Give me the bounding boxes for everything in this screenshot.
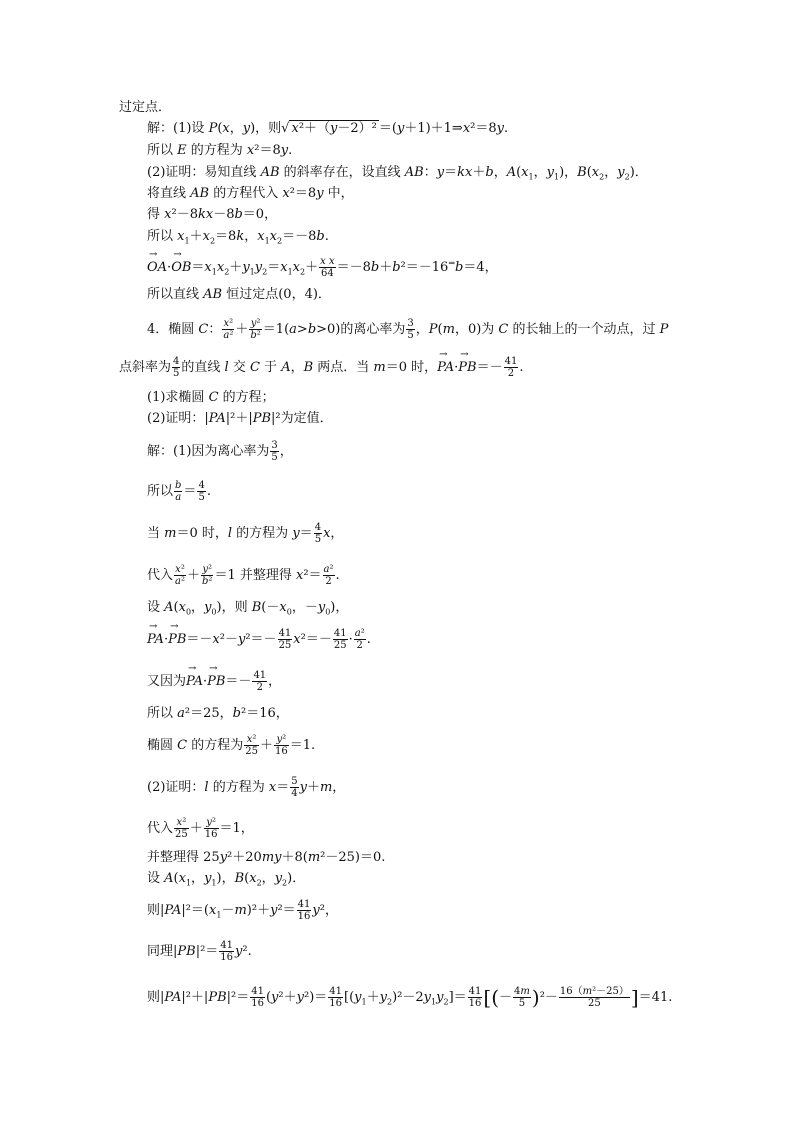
text-line-27: 则$|PA|^2=(x_1-m)^2+y^2=$ $\frac{41}{16}$ y²， bbox=[147, 899, 338, 922]
text-line-01: 过定点． bbox=[119, 100, 172, 115]
text-line-16: 当 m＝0 时，l 的方程为 y＝ $\frac{4}{5}$ x， bbox=[147, 522, 344, 545]
text-line-24: 代入 $\frac{\text{x²}}{25}$ ＋ $\frac{\text{y²}}{16}$ ＝1， bbox=[147, 817, 254, 840]
text-line-25: 并整理得 25y²＋20my＋8(m²－25)＝0. bbox=[147, 850, 386, 865]
text-line-29: 则|PA|²＋|PB|²＝ $\frac{41}{16}$ (y²＋y²)＝ $\frac{41}{16}$ $[(y_1+y_2)^2-2y_1y_2]=$ $\frac{41}{16}$ [(－ $\frac{4m}{5}$ )²－ $\frac{\text{16（m²－25）}}{25}$ ]＝41. bbox=[147, 985, 673, 1010]
text-line-14: 解：(1)因为离心率为 $\frac{3}{5}$ ， bbox=[147, 440, 293, 463]
text-line-07: 所以 $x_1+x_2=8k$，$x_1x_2=-8b$. bbox=[147, 229, 329, 246]
text-line-28: 同理|PB|²＝ $\frac{41}{16}$ y². bbox=[147, 940, 252, 963]
text-line-26: 设 $A(x_1$，$y_1$)，$B(x_2$，$y_2$)． bbox=[147, 871, 306, 888]
text-line-15: 所以 $\frac{b}{a}$ ＝ $\frac{4}{5}$ . bbox=[147, 480, 211, 503]
text-line-20: 又因为→ PA·→ PB＝－ $\frac{41}{2}$ ， bbox=[147, 670, 281, 693]
text-line-09: 所以直线 AB 恒过定点(0，4)． bbox=[147, 287, 331, 302]
text-line-08: → $OA\cdot\to OB=x_1x_2+y_1y_2=x_1x_2+$ $\frac{\text{x x}}{64}$ ＝－8b＋b²＝－16⇒b＝4， bbox=[147, 256, 498, 279]
text-line-23: (2)证明：l 的方程为 x＝ $\frac{5}{4}$ y＋m， bbox=[147, 776, 346, 799]
text-line-18: 设 $A(x_0$，$y_0$)，则 $B(-x_0$，$-y_0$)， bbox=[147, 600, 349, 617]
text-line-19: → PA·→ PB＝－x²－y²＝－ $\frac{41}{25}$ x²＝－ $\frac{41}{25}$ · $\frac{\text{a²}}{2}$ . bbox=[147, 628, 371, 651]
text-line-22: 椭圆 C 的方程为 $\frac{\text{x²}}{25}$ ＋ $\frac{\text{y²}}{16}$ ＝1. bbox=[147, 734, 316, 757]
text-line-10: 4．椭圆 C： $\frac{\text{x²}}{\text{a²}}$ ＋ $\frac{\text{y²}}{\text{b²}}$ ＝1(a>b>0)的离心率为 $\frac{3}{5}$ ，P(m，0)为 C 的长轴上的一个动点，过 P bbox=[147, 318, 669, 341]
text-line-17: 代入 $\frac{\text{x²}}{\text{a²}}$ ＋ $\frac{\text{y²}}{\text{b²}}$ ＝1 并整理得 x²＝ $\frac{\text{a²}}{2}$ . bbox=[147, 564, 340, 587]
text-line-04: (2)证明：易知直线 AB 的斜率存在，设直线 AB：y＝kx＋b，$A(x_1$，$y_1$)，$B(x_2$，$y_2$)． bbox=[147, 165, 648, 182]
text-line-12: (1)求椭圆 C 的方程； bbox=[147, 390, 275, 405]
text-line-13: (2)证明：|PA|²＋|PB|²为定值． bbox=[147, 411, 333, 426]
text-line-05: 将直线 AB 的方程代入 x²＝8y 中， bbox=[147, 186, 354, 201]
text-line-11: 点斜率为 $\frac{4}{5}$ 的直线 l 交 C 于 A，B 两点．当 m＝0 时，→ PA·→ PB＝－ $\frac{41}{2}$ . bbox=[119, 356, 523, 379]
text-line-02: 解：(1)设 P(x，y)，则√ x²＋（y－2）² ＝(y＋1)＋1⇒x²＝8y. bbox=[147, 121, 509, 136]
text-line-03: 所以 E 的方程为 x²＝8y. bbox=[147, 143, 293, 158]
text-line-21: 所以 a²＝25，b²＝16， bbox=[147, 706, 289, 721]
text-line-06: 得 x²－8kx－8b＝0， bbox=[147, 207, 278, 222]
